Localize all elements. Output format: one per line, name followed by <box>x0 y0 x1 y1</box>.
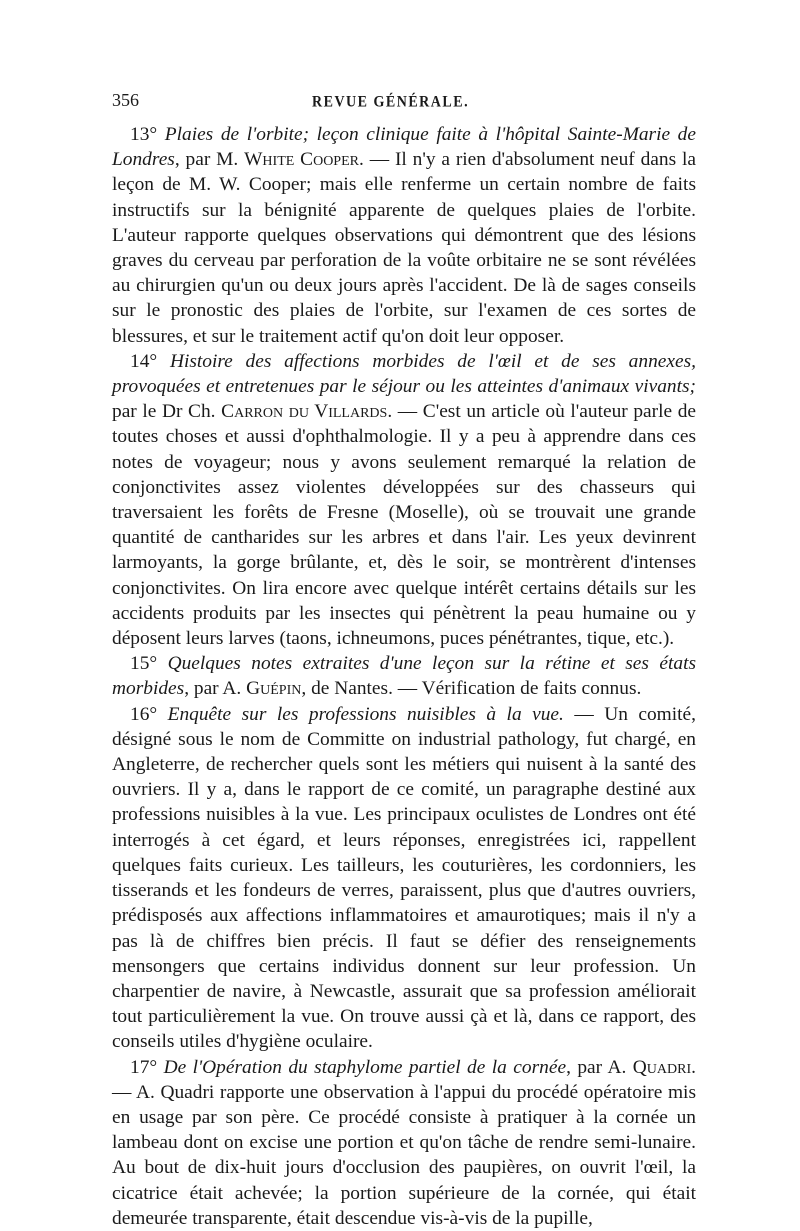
section-17 <box>112 1055 696 1231</box>
section-number: 17° <box>130 1056 158 1078</box>
section-title: Plaies de l'orbite; leçon clinique faite à l'hôpital Sainte-Marie de Londres <box>112 124 696 171</box>
section-title: Quelques notes extraites d'une leçon sur la rétine et ses états morbides <box>112 653 697 700</box>
section-by: par le Dr Ch. <box>112 401 216 423</box>
section-title: Enquête sur les professions nuisibles à la vue. <box>167 703 564 725</box>
section-number: 13° <box>130 124 158 145</box>
section-body: . — C'est un article où l'auteur parle de toutes choses et aussi d'ophthalmologie. Il y a peu à apprendre dans ces notes de voyageur; nous y avons seulement remarqué la relation de conjonctivites assez violentes développées sur des chasseurs qui traversaient les forêts de Fresne (Moselle), où se trouvait une grande quantité de cantharides sur les arbres et dans l'air. Les yeux devinrent larmoyants, la gorge brûlante, et, dès le soir, se montrèrent d'intenses conjonctivites. On lira encore avec quelque intérêt certains détails sur les accidents produits par les insectes qui pénètrent la peau humaine ou y déposent leurs larves (taons, ichneumons, puces pénétrantes, tique, etc.). <box>112 401 697 650</box>
section-by: , par M. <box>174 149 239 171</box>
running-head: REVUE GÉNÉRALE. <box>312 94 470 111</box>
section-body: — Un comité, désigné sous le nom de Committe on industrial pathology, fut chargé, en Angleterre, de rechercher quels sont les métiers qui nuisent à la santé des ouvriers. Il y a, dans le rapport de ce comité, un paragraphe destiné aux professions nuisibles à la vue. Les principaux oculistes de Londres ont été interrogés à cet égard, et leurs réponses, enregistrées ici, rappellent quelques faits curieux. Les tailleurs, les couturières, les cordonniers, les tisserands et les fondeurs de verres, paraissent, plus que d'autres ouvriers, prédisposés aux affections inflammatoires et amaurotiques; mais il n'y a pas là de chiffres bien précis. Il faut se défier des renseignements mensongers que certains individus donnent sur leur profession. Un charpentier de navire, à Newcastle, assurait que sa profession améliorait tout particulièrement la vue. On trouve aussi çà et là, dans ce rapport, des conseils utiles d'hygiène oculaire. <box>112 703 696 1053</box>
section-author: Guépin <box>246 678 302 700</box>
page-header <box>112 90 696 116</box>
section-title: De l'Opération du staphylome partiel de la cornée <box>163 1056 567 1078</box>
page <box>112 90 696 1231</box>
section-body: . — Il n'y a rien d'absolument neuf dans la leçon de M. W. Cooper; mais elle renferme un certain nombre de faits instructifs sur la bénignité apparente de quelques plaies de l'orbite. L'auteur rapporte quelques observations qui démontrent que des lésions graves du cerveau par perforation de la voûte orbitaire ne se sont révélées au chirurgien qu'un ou deux jours après l'accident. De là de sages conseils sur le pronostic des plaies de l'orbite, sur l'examen de ces sortes de blessures, et sur le traitement actif qu'on doit leur opposer. <box>112 149 696 347</box>
section-14 <box>112 349 696 651</box>
section-title: Histoire des affections morbides de l'œil et de ses annexes, provoquées et entretenues par le séjour ou les atteintes d'animaux vivants; <box>112 350 696 398</box>
section-body: , de Nantes. — Vérification de faits connus. <box>301 678 642 700</box>
section-author: White Cooper <box>244 149 359 171</box>
section-13 <box>112 122 696 349</box>
section-number: 16° <box>130 703 158 725</box>
section-body: . — A. Quadri rapporte une observation à l'appui du procédé opératoire mis en usage par son père. Ce procédé consiste à pratiquer à la cornée un lambeau dont on excise une portion et qu'on tâche de rendre semi-lunaire. Au bout de dix-huit jours d'occlusion des paupières, on ouvrit l'œil, la cicatrice était achevée; la portion supérieure de la cornée, qui était demeurée transparente, était descendue vis-à-vis de la pupille, <box>112 1056 696 1229</box>
section-15 <box>112 651 696 701</box>
section-author: Carron du Villards <box>221 401 388 423</box>
section-number: 15° <box>130 653 158 675</box>
section-16 <box>112 702 696 1055</box>
section-by: , par A. <box>184 678 242 700</box>
page-number: 356 <box>112 90 139 110</box>
section-author: Quadri <box>632 1056 692 1078</box>
section-number: 14° <box>130 350 158 372</box>
section-by: , par A. <box>566 1056 627 1078</box>
article-body <box>112 122 696 1231</box>
